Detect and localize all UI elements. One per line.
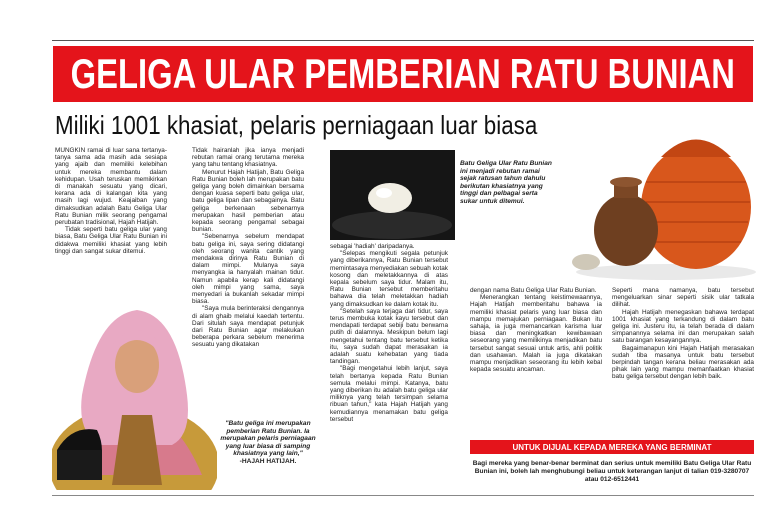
pull-quote-source: -HAJAH HATIJAH. [239, 457, 297, 465]
subheadline: Miliki 1001 khasiat, pelaris perniagaan luar biasa [55, 110, 538, 140]
column-4-para: dengan nama Batu Geliga Ular Ratu Bunian. [470, 287, 597, 294]
pull-quote-text: "Batu geliga ini merupakan pemberian Ratu Bunian. Ia merupakan pelaris perniagaan yang luar biasa di samping khasiatnya yang lain," [220, 420, 316, 458]
headline-banner [53, 46, 753, 102]
sale-banner: UNTUK DIJUAL KEPADA MEREKA YANG BERMINAT [470, 440, 754, 454]
column-4 [470, 287, 602, 373]
sale-info: Bagi mereka yang benar-benar berminat dan serius untuk memiliki Batu Geliga Ular Ratu Bunian ini, boleh lah menghubungi beliau untuk keterangan lanjut di talian 019-3280707 atau 012-6512441 [472, 460, 752, 483]
column-3 [330, 243, 448, 423]
pots-photo [556, 112, 756, 282]
column-3-para: sebagai 'hadiah' daripadanya. [330, 243, 415, 250]
headline: GELIGA ULAR PEMBERIAN RATU BUNIAN [70, 50, 736, 97]
column-2-para: "Sebenarnya sebelum mendapat batu geliga ini, saya sering didatangi oleh seorang wanita cantik yang mendakwa dirinya Ratu Bunian di dalam mimpi. Mulanya saya menyangka ia hanyalah mainan tidur. Namun apabila kerap kali didatangi oleh mimpi yang sama, saya menyedari ia bukanlah sekadar mimpi biasa. [192, 233, 304, 306]
bottom-rule [52, 495, 754, 496]
column-1-para: MUNGKIN ramai di luar sana tertanya-tanya sama ada masih ada sesiapa yang ajaib dan memiliki kelebihan untuk mereka membantu dalam kehidupan. Usah teruskan memikirkan di manakah sesuatu yang dicari, kerana ada di kalangan kita yang masih lagi wujud. Keajaiban yang dimaksudkan adalah Batu Geliga Ular Ratu Bunian milik seorang pengamal perubatan tradisional, Hajah Hatijah. [55, 147, 167, 227]
stone-photo [330, 150, 455, 240]
column-1 [55, 147, 167, 255]
column-3-para: "Setelah saya terjaga dari tidur, saya terus membuka kotak kayu tersebut dan mendapati terdapat sebiji batu berwarna putih di dalamnya. Meskipun belum lagi mengetahui tentang batu tersebut ketika itu, saya sudah dapat merasakan ia adalah suatu kehebatan yang tiada tandingan. [330, 307, 448, 366]
pull-quote [218, 420, 318, 466]
column-1-para: Tidak seperti batu geliga ular yang biasa, Batu Geliga Ular Ratu Bunian ini didakwa memiliki khasiat yang lebih tinggi dan sangat sukar ditemui. [55, 226, 167, 255]
column-2 [192, 147, 304, 349]
column-3-para: "Selepas mengikuti segala petunjuk yang diberikannya, Ratu Bunian tersebut memintasaya menyediakan sebuah kotak kosong dan meletakkannya di atas kepala sebelum saya tidur. Malam itu, Ratu Bunian tersebut memberitahu bahawa dia telah meletakkan hadiah yang dimaksudkan ke dalam kotak itu. [330, 250, 448, 308]
photo-caption: Batu Geliga Ular Ratu Bunian ini menjadi rebutan ramai sejak ratusan tahun dahulu berikutan khasiatnya yang tinggi dan pelbagai serta sukar untuk ditemui. [460, 160, 552, 205]
column-2-para: Menurut Hajah Hatijah, Batu Geliga Ratu Bunian boleh lah merupakan batu geliga yang boleh dimainkan bersama dengan kuasa seperti batu geliga ular, batu geliga lipan dan sebagainya. Batu geliga berkenaan sebenarnya merupakan hasil pemberian atau kepada seorang pengamal sebagai bunian. [192, 168, 304, 234]
column-5-para: Seperti mana namanya, batu tersebut mengeluarkan sinar seperti sisik ular tatkala dilihat. [612, 287, 754, 309]
column-3-para: "Bagi mengetahui lebih lanjut, saya telah bertanya kepada Ratu Bunian semula melalui mimpi. Katanya, batu yang diberikan itu adalah batu geliga ular miliknya yang telah tersimpan selama ribuan tahun," kata Hajah Hatijah yang kemudiannya menamakan batu geliga tersebut [330, 365, 448, 423]
column-5-para: Bagaimanapun kini Hajah Hatijah merasakan sudah tiba masanya untuk batu tersebut berpindah tangan kerana beliau merasakan ada pihak lain yang mampu memanfaatkan khasiat batu geliga tersebut dengan lebih baik. [612, 344, 754, 381]
column-2-para: Tidak hairanlah jika ianya menjadi rebutan ramai orang terutama mereka yang tahu tentang khasiatnya. [192, 147, 304, 169]
top-rule [52, 40, 754, 41]
column-5-para: Hajah Hatijah menegaskan bahawa terdapat 1001 khasiat yang terkandung di dalam batu geliga ini. Justeru itu, ia telah berada di dalam simpanannya selama ini dan merupakan salah satu barangan kesayangannya. [612, 308, 754, 345]
column-5 [612, 287, 754, 381]
column-4-para: Menerangkan tentang keistimewaannya, Hajah Hatijah memberitahu bahawa ia memiliki khasiat pelaris yang luar biasa dan mampu memajukan perniagaan. Bukan itu sahaja, ia juga memancarkan karisma luar biasa dan meningkatkan kewibawaan seseorang yang memilikinya menjadikan batu tersebut sangat sesuai untuk artis, ahli politik dan usahawan. Malah ia juga dikatakan mampu menjadikan seseorang itu lebih kebal kepada sesuatu ancaman. [470, 294, 602, 374]
column-2-para: "Saya mula berinteraksi dengannya di alam ghaib melalui kaedah tertentu. Dari situlah saya mendapat petunjuk dari Ratu Bunian agar melakukan beberapa perkara sebelum menerima sesuatu yang dikatakan [192, 305, 304, 349]
